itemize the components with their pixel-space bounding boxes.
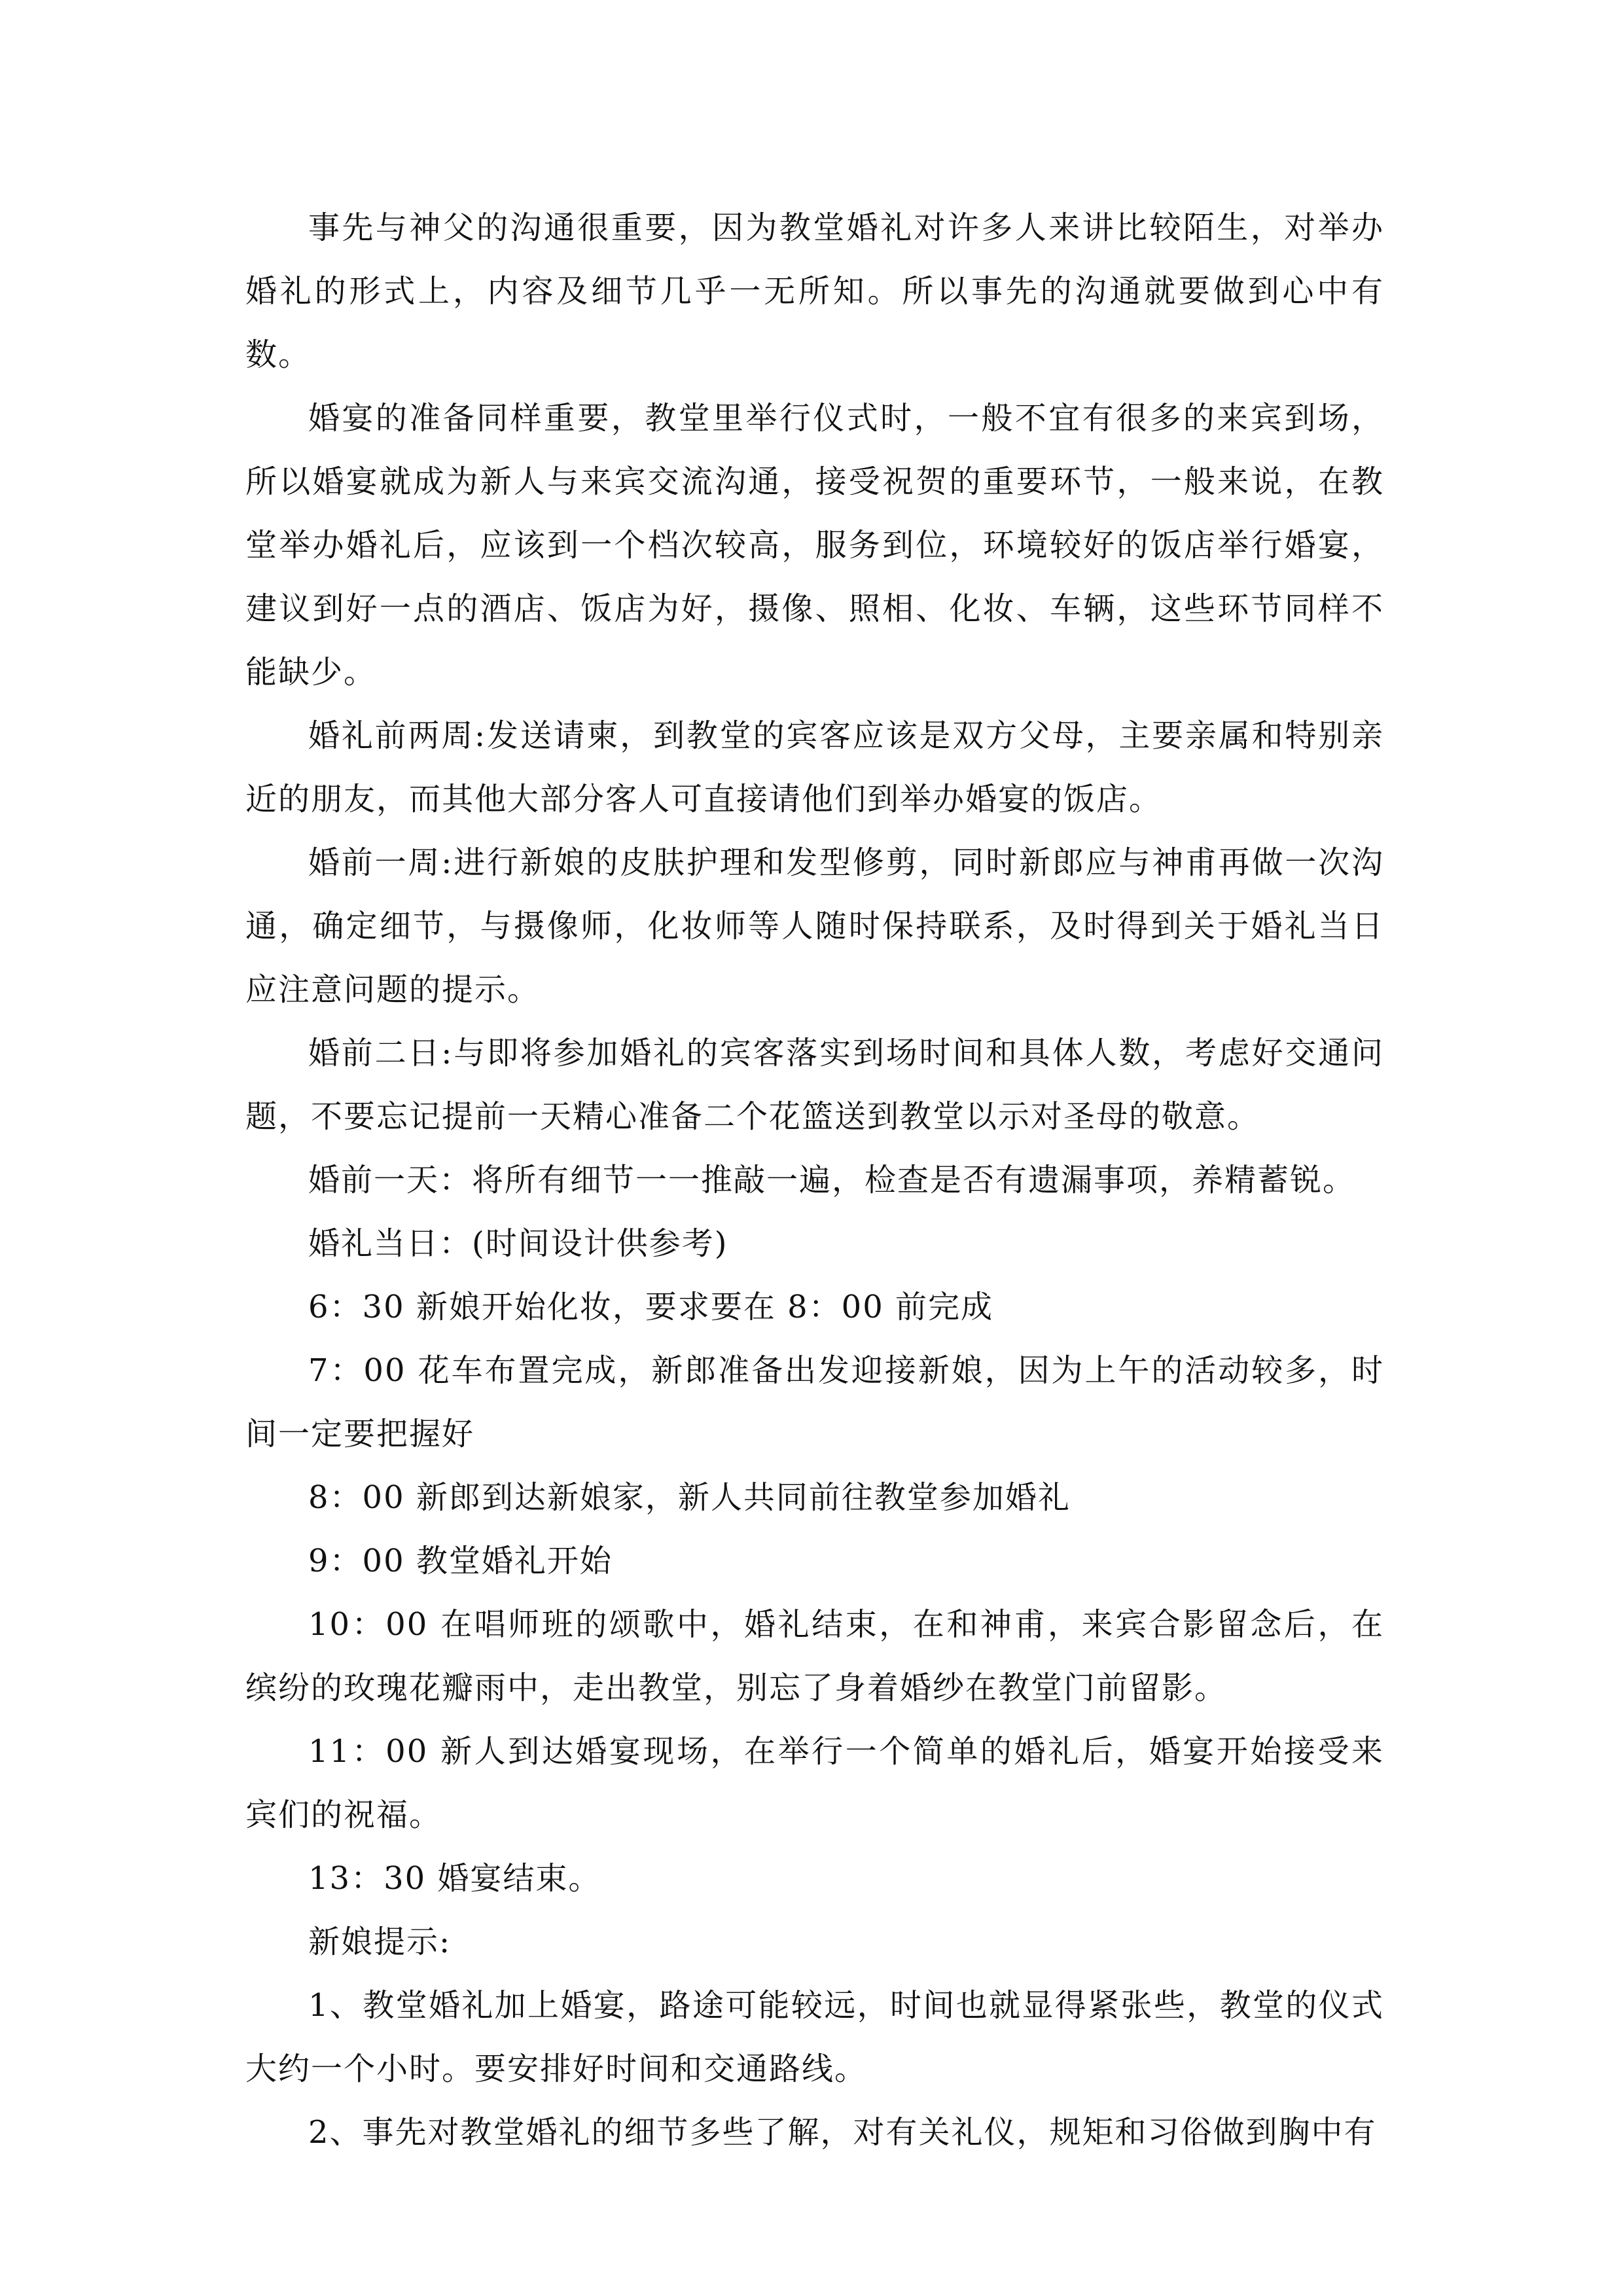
paragraph: 2、事先对教堂婚礼的细节多些了解，对有关礼仪，规矩和习俗做到胸中有 — [308, 2114, 1377, 2151]
paragraph: 13：30 婚宴结束。 — [308, 1860, 601, 1897]
paragraph: 9：00 教堂婚礼开始 — [308, 1543, 613, 1579]
document-body — [245, 196, 1384, 2164]
paragraph: 婚前二日:与即将参加婚礼的宾客落实到场时间和具体人数，考虑好交通问题，不要忘记提前一天精心准备二个花篮送到教堂以示对圣母的敬意。 — [245, 1035, 1384, 1135]
paragraph: 婚礼前两周:发送请柬，到教堂的宾客应该是双方父母，主要亲属和特别亲近的朋友，而其他大部分客人可直接请他们到举办婚宴的饭店。 — [245, 717, 1384, 817]
paragraph: 6：30 新娘开始化妆，要求要在 8：00 前完成 — [308, 1289, 994, 1325]
paragraph: 婚礼当日：(时间设计供参考) — [308, 1225, 728, 1262]
paragraph: 新娘提示: — [308, 1924, 452, 1960]
paragraph: 事先与神父的沟通很重要，因为教堂婚礼对许多人来讲比较陌生，对举办婚礼的形式上，内容及细节几乎一无所知。所以事先的沟通就要做到心中有数。 — [245, 209, 1384, 373]
paragraph: 婚宴的准备同样重要，教堂里举行仪式时，一般不宜有很多的来宾到场，所以婚宴就成为新人与来宾交流沟通，接受祝贺的重要环节，一般来说，在教堂举办婚礼后，应该到一个档次较高，服务到位，环境较好的饭店举行婚宴，建议到好一点的酒店、饭店为好，摄像、照相、化妆、车辆，这些环节同样不能缺少。 — [245, 400, 1384, 691]
paragraph: 7：00 花车布置完成，新郎准备出发迎接新娘，因为上午的活动较多，时间一定要把握好 — [245, 1352, 1384, 1452]
paragraph: 1、教堂婚礼加上婚宴，路途可能较远，时间也就显得紧张些，教堂的仪式大约一个小时。要安排好时间和交通路线。 — [245, 1987, 1384, 2087]
paragraph: 8：00 新郎到达新娘家，新人共同前往教堂参加婚礼 — [308, 1479, 1071, 1516]
paragraph: 10：00 在唱师班的颂歌中，婚礼结束，在和神甫，来宾合影留念后，在缤纷的玫瑰花瓣雨中，走出教堂，别忘了身着婚纱在教堂门前留影。 — [245, 1606, 1384, 1706]
paragraph: 婚前一周:进行新娘的皮肤护理和发型修剪，同时新郎应与神甫再做一次沟通，确定细节，与摄像师，化妆师等人随时保持联系，及时得到关于婚礼当日应注意问题的提示。 — [245, 844, 1384, 1008]
paragraph: 婚前一天：将所有细节一一推敲一遍，检查是否有遗漏事项，养精蓄锐。 — [308, 1162, 1356, 1198]
paragraph: 11：00 新人到达婚宴现场，在举行一个简单的婚礼后，婚宴开始接受来宾们的祝福。 — [245, 1733, 1384, 1833]
